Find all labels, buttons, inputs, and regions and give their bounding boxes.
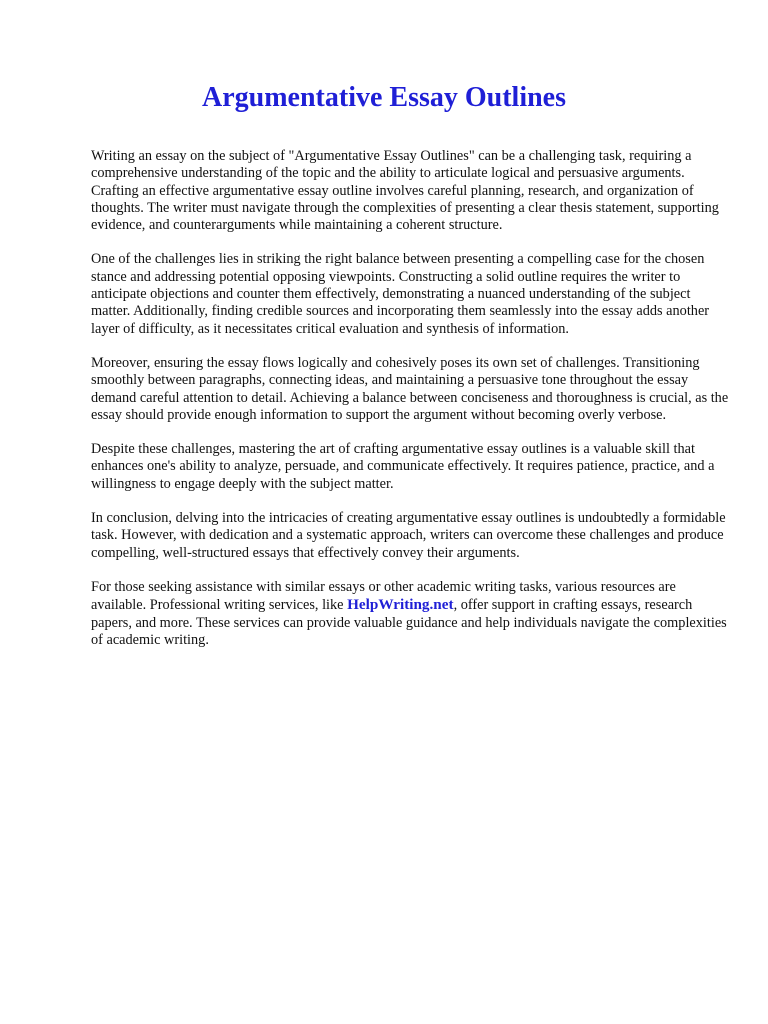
paragraph-3: Moreover, ensuring the essay flows logically and cohesively poses its own set of challenges. Transitioning smoothly between paragraphs, connecting ideas, and maintaining a persuasive tone throughout the essay demand careful attention to detail. Achieving a balance between conciseness and thoroughness is crucial, as the essay should provide enough information to support the argument without becoming overly verbose.: [91, 354, 729, 423]
paragraph-6-before-link: For those seeking assistance with similar essays or other academic writing tasks, various resources are available. Professional writing services, like: [91, 578, 676, 614]
paragraph-2: One of the challenges lies in striking the right balance between presenting a compelling case for the chosen stance and addressing potential opposing viewpoints. Constructing a solid outline requires the writer to anticipate objections and counter them effectively, demonstrating a nuanced understanding of the subject matter. Additionally, finding credible sources and incorporating them seamlessly into the essay adds another layer of difficulty, as it necessitates critical evaluation and synthesis of information.: [91, 251, 710, 337]
page-title: Argumentative Essay Outlines: [202, 82, 566, 113]
paragraph-4: Despite these challenges, mastering the art of crafting argumentative essay outlines is a valuable skill that enhances one's ability to analyze, persuade, and communicate effectively. It requires patience, practice, and a willingness to engage deeply with the subject matter.: [91, 441, 715, 492]
paragraph-6: [91, 579, 731, 649]
paragraph-6-after-link: , offer support in crafting essays, research papers, and more. These services can provide valuable guidance and help individuals navigate the complexities of academic writing.: [91, 597, 727, 648]
helpwriting-link[interactable]: HelpWriting.net: [347, 596, 454, 614]
paragraph-5: In conclusion, delving into the intricacies of creating argumentative essay outlines is undoubtedly a formidable task. However, with dedication and a systematic approach, writers can overcome these challenges and produce compelling, well-structured essays that effectively convey their arguments.: [91, 510, 726, 561]
paragraph-1: Writing an essay on the subject of "Argumentative Essay Outlines" can be a challenging task, requiring a comprehensive understanding of the topic and the ability to articulate logical and persuasive arguments. Crafting an effective argumentative essay outline involves careful planning, research, and organization of thoughts. The writer must navigate through the complexities of presenting a clear thesis statement, supporting evidence, and counterarguments while maintaining a coherent structure.: [91, 148, 719, 234]
document-body: [91, 148, 731, 666]
